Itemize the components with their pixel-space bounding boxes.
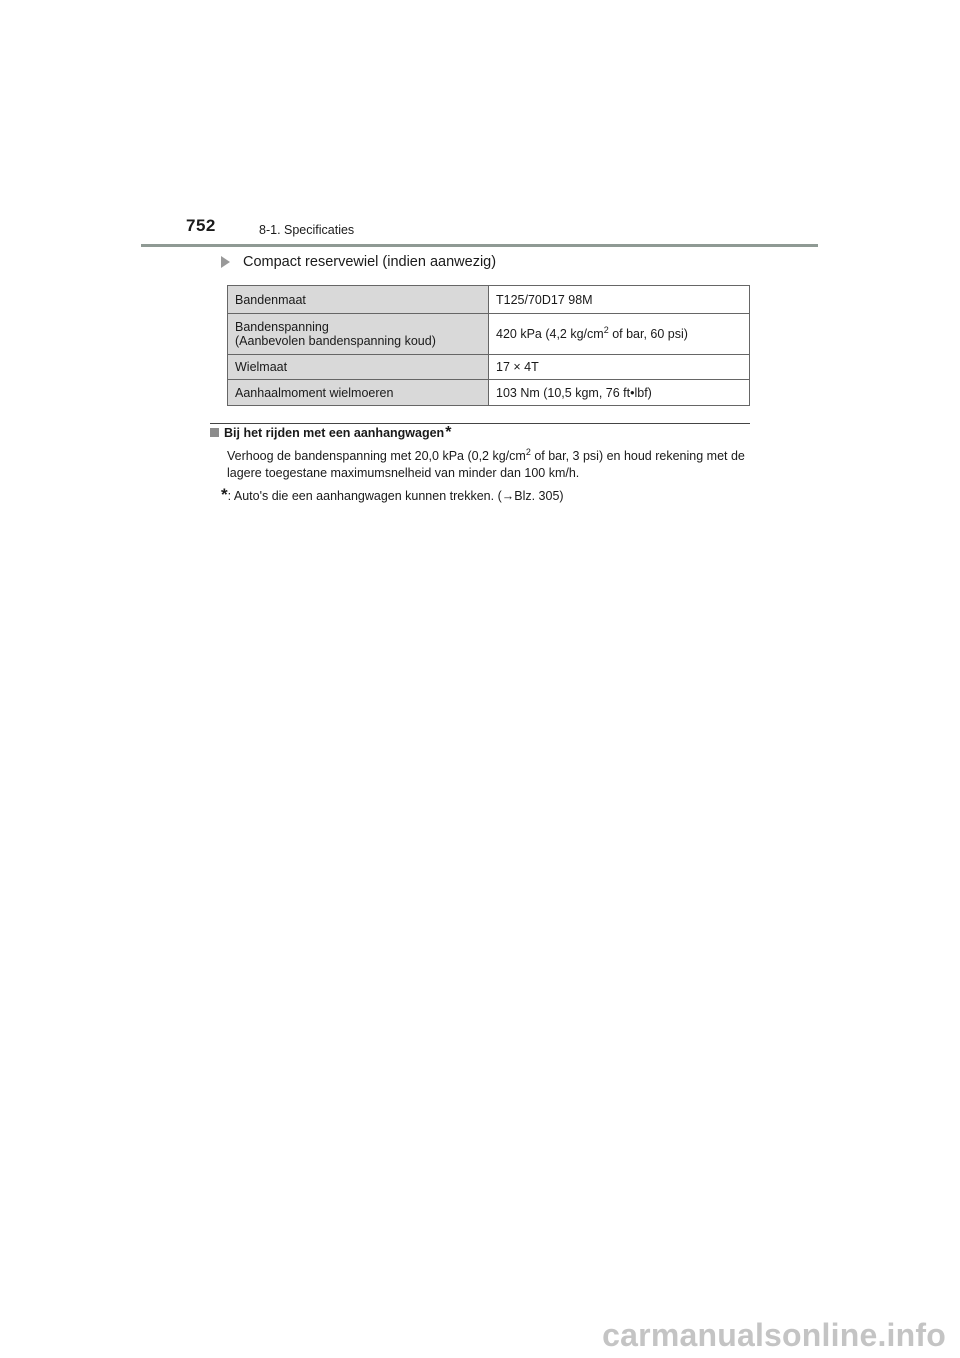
row-label	[228, 314, 489, 355]
row-value: 17 × 4T	[489, 355, 750, 380]
header-divider	[141, 244, 818, 247]
footnote-text: : Auto's die een aanhangwagen kunnen trekken. (→Blz. 305)	[227, 489, 564, 503]
section-title: 8-1. Specificaties	[259, 223, 355, 237]
page-number: 752	[186, 216, 216, 235]
row-value: 103 Nm (10,5 kgm, 76 ft•lbf)	[489, 380, 750, 406]
note-body	[227, 448, 752, 482]
row-label-line: Bandenspanning	[235, 320, 329, 334]
row-label: Wielmaat	[228, 355, 489, 380]
row-label-line: (Aanbevolen bandenspanning koud)	[235, 334, 436, 348]
spec-table	[227, 285, 750, 406]
value-superscript: 2	[603, 324, 609, 335]
subheading	[221, 254, 496, 270]
table-row	[228, 380, 750, 406]
row-value	[489, 314, 750, 355]
watermark: carmanualsonline.info	[602, 1317, 946, 1353]
table-row	[228, 355, 750, 380]
row-value: T125/70D17 98M	[489, 286, 750, 314]
note-text: Verhoog de bandenspanning met 20,0 kPa (0,2 kg/cm	[227, 449, 526, 463]
footnote	[221, 485, 564, 505]
note-title-text: Bij het rijden met een aanhangwagen	[224, 426, 445, 440]
table-row	[228, 314, 750, 355]
footnote-asterisk: *	[221, 485, 228, 504]
row-label: Aanhaalmoment wielmoeren	[228, 380, 489, 406]
square-bullet-icon	[210, 428, 219, 437]
triangle-bullet-icon	[221, 256, 230, 268]
note-divider	[210, 423, 750, 424]
value-text: of bar, 60 psi)	[608, 327, 688, 341]
note-text: of bar, 3 psi) en houd rekening met de lagere toegestane maximumsnelheid van minder dan 100 km/h.	[227, 449, 745, 480]
row-label: Bandenmaat	[228, 286, 489, 314]
table-row	[228, 286, 750, 314]
subheading-text: Compact reservewiel (indien aanwezig)	[243, 254, 497, 270]
value-text: 420 kPa (4,2 kg/cm	[496, 327, 604, 341]
note-title: Bij het rijden met een aanhangwagen *	[210, 426, 451, 440]
note-superscript: 2	[525, 446, 531, 457]
